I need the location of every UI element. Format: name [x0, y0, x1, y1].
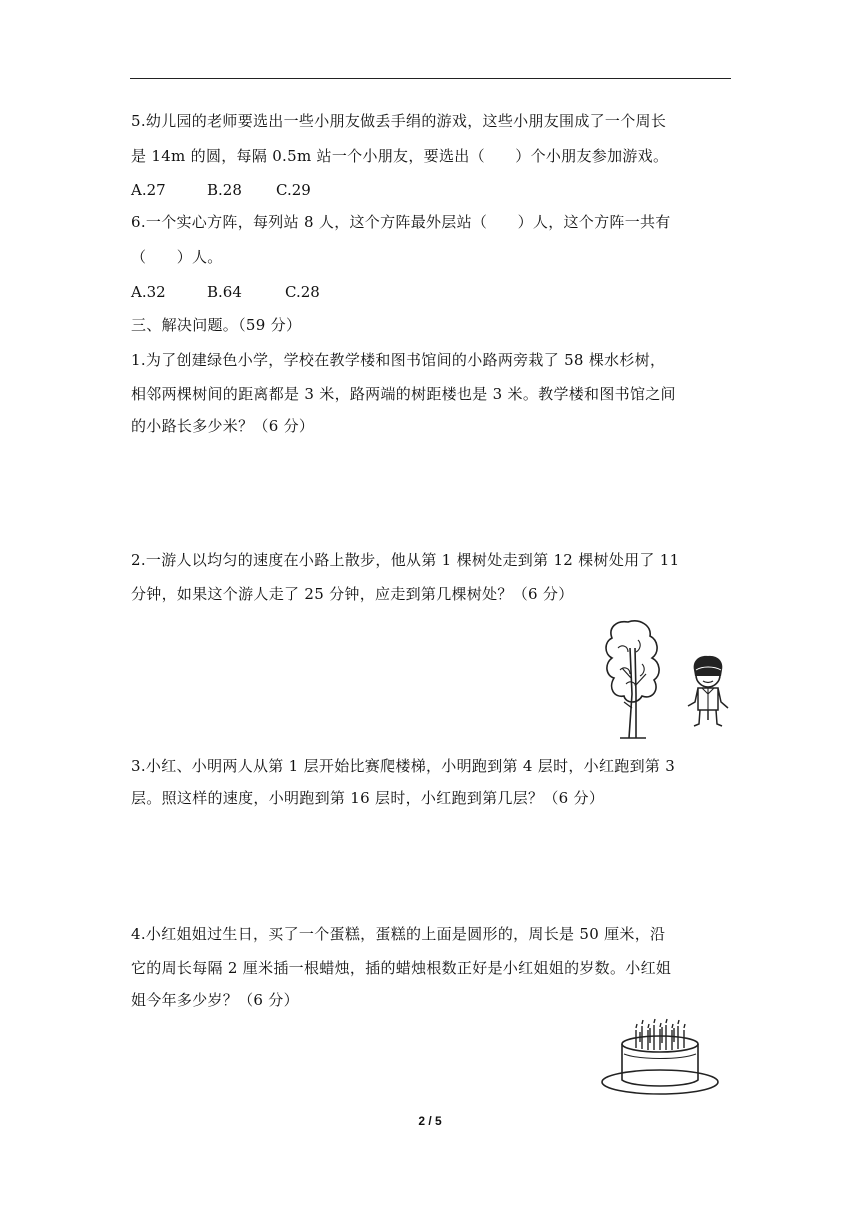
q5-option-a: A.27: [131, 181, 166, 199]
q5-line2: 是 14m 的圆，每隔 0.5m 站一个小朋友，要选出（ ）个小朋友参加游戏。: [131, 147, 669, 165]
p4-line2: 它的周长每隔 2 厘米插一根蜡烛，插的蜡烛根数正好是小红姐姐的岁数。小红姐: [131, 959, 672, 977]
p4-line1: 4.小红姐姐过生日，买了一个蛋糕，蛋糕的上面是圆形的，周长是 50 厘米，沿: [131, 925, 666, 943]
p1-line3: 的小路长多少米？（6 分）: [131, 417, 315, 435]
page-number: 2 / 5: [418, 1114, 442, 1128]
p3-line2: 层。照这样的速度，小明跑到第 16 层时，小红跑到第几层？（6 分）: [131, 789, 605, 807]
p2-line1: 2.一游人以均匀的速度在小路上散步，他从第 1 棵树处走到第 12 棵树处用了 11: [131, 551, 680, 569]
q5-line1: 5.幼儿园的老师要选出一些小朋友做丢手绢的游戏，这些小朋友围成了一个周长: [131, 112, 667, 130]
p2-line2: 分钟，如果这个游人走了 25 分钟，应走到第几棵树处？（6 分）: [131, 585, 574, 603]
p1-line1: 1.为了创建绿色小学，学校在教学楼和图书馆间的小路两旁栽了 58 棵水杉树，: [131, 351, 666, 369]
q6-option-a: A.32: [131, 283, 166, 301]
q5-option-c: C.29: [276, 181, 311, 199]
tree-illustration: [598, 618, 668, 740]
q6-line2: （ ）人。: [131, 248, 223, 266]
cake-illustration: [600, 1016, 720, 1096]
q6-option-b: B.64: [207, 283, 242, 301]
q6-option-c: C.28: [285, 283, 320, 301]
p1-line2: 相邻两棵树间的距离都是 3 米，路两端的树距楼也是 3 米。教学楼和图书馆之间: [131, 385, 676, 403]
header-rule: [130, 78, 731, 79]
q6-line1: 6.一个实心方阵，每列站 8 人，这个方阵最外层站（ ）人，这个方阵一共有: [131, 213, 671, 231]
boy-illustration: [684, 654, 732, 728]
p4-line3: 姐今年多少岁？（6 分）: [131, 991, 299, 1009]
q5-option-b: B.28: [207, 181, 242, 199]
section-heading: 三、解决问题。（59 分）: [131, 316, 302, 334]
p3-line1: 3.小红、小明两人从第 1 层开始比赛爬楼梯，小明跑到第 4 层时，小红跑到第 3: [131, 757, 676, 775]
